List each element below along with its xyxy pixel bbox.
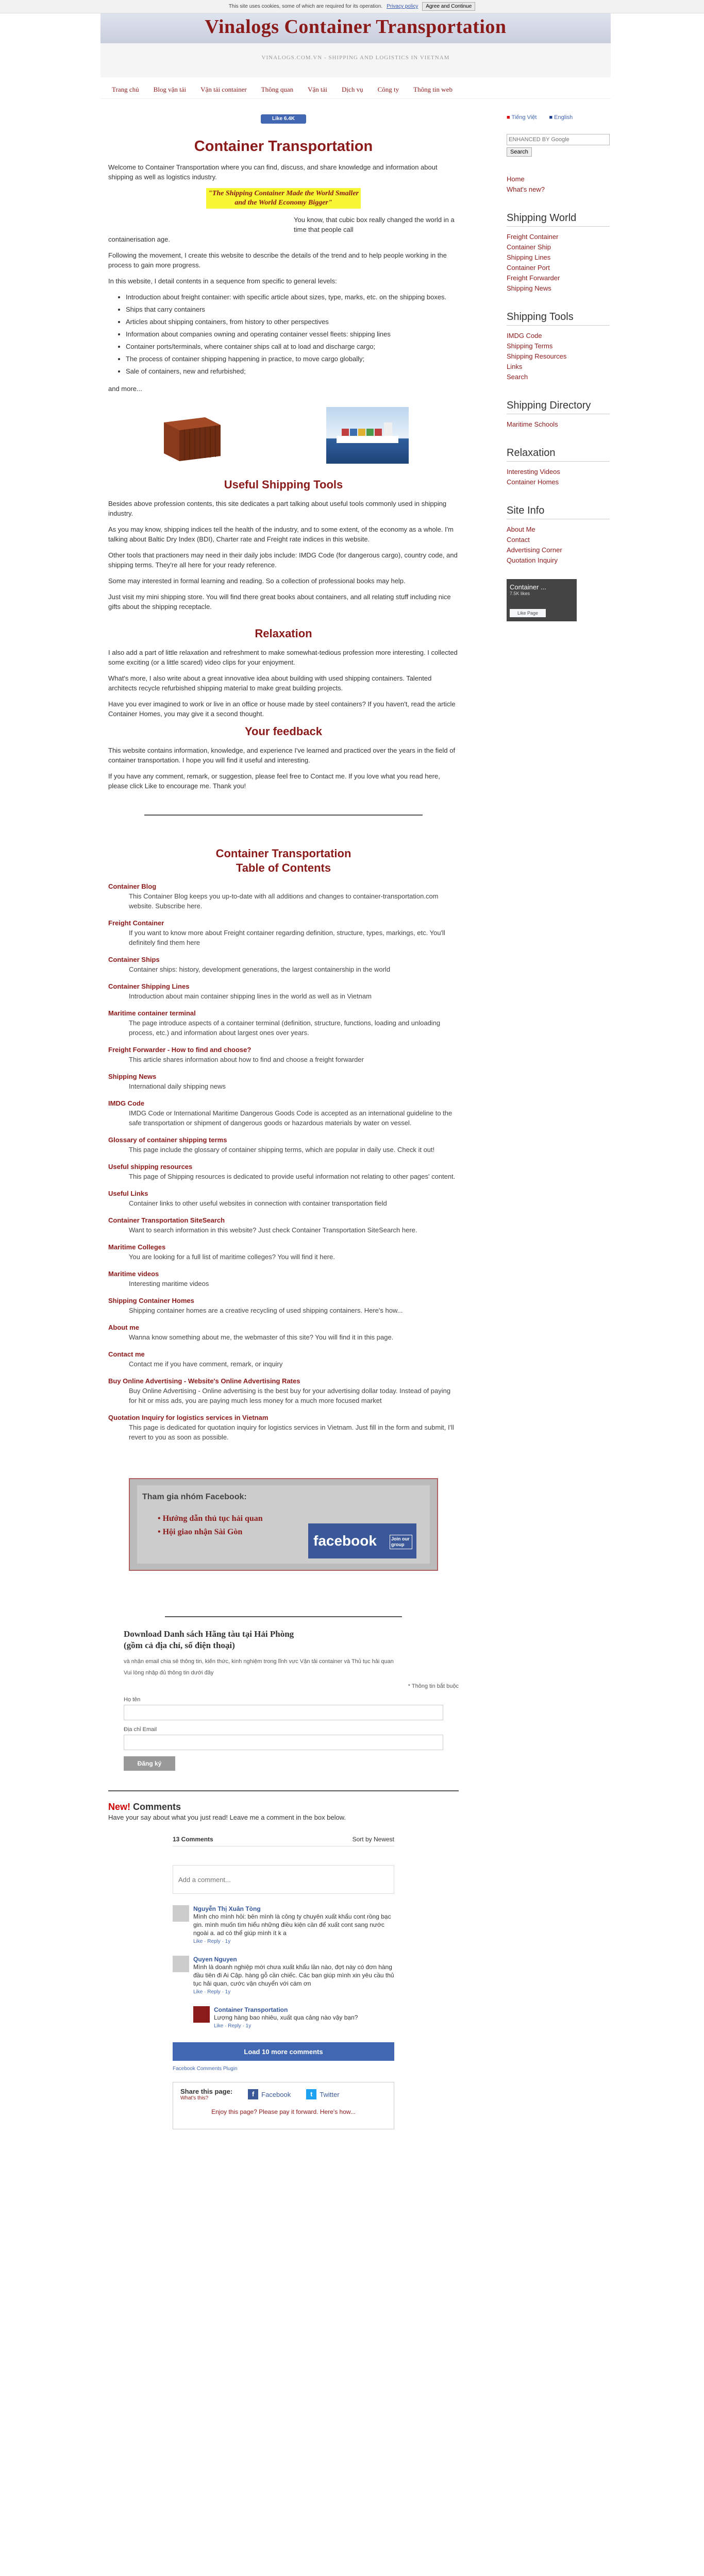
- sidebar-link[interactable]: Freight Forwarder: [507, 274, 560, 282]
- relax-title: Relaxation: [255, 627, 312, 640]
- toc-link[interactable]: Contact me: [108, 1350, 145, 1358]
- toc-desc: This article shares information about how to find and choose a freight forwarder: [129, 1056, 364, 1063]
- toc-item: [108, 919, 459, 947]
- images-row: [108, 407, 459, 464]
- share-label: Share this page:: [180, 2088, 233, 2095]
- toc-link[interactable]: Maritime container terminal: [108, 1009, 196, 1017]
- name-input[interactable]: [124, 1705, 443, 1720]
- register-button[interactable]: Đăng ký: [124, 1756, 175, 1771]
- download-title-1: Download Danh sách Hãng tàu tại Hải Phòng: [124, 1629, 294, 1639]
- main-content: [108, 114, 459, 2129]
- toc-link[interactable]: Maritime videos: [108, 1270, 159, 1278]
- sidebar-link-home[interactable]: Home: [507, 175, 525, 183]
- comments-bar: [173, 1836, 394, 1846]
- whats-this-link[interactable]: What's this?: [180, 2095, 209, 2101]
- feedback-title: Your feedback: [245, 725, 322, 738]
- email-label: Địa chỉ Email: [124, 1726, 157, 1733]
- sidebar-heading: Shipping World: [507, 212, 610, 227]
- toc-link[interactable]: Freight Forwarder - How to find and choose?: [108, 1046, 252, 1054]
- comment-author[interactable]: Nguyễn Thị Xuân Tòng: [193, 1905, 261, 1912]
- lang-en-label: English: [554, 114, 573, 121]
- toc-item: [108, 1243, 459, 1262]
- sidebar-heading: Relaxation: [507, 447, 610, 462]
- know-text-2: containerisation age.: [108, 235, 170, 243]
- know-text: You know, that cubic box really changed the world in a time that people call: [294, 216, 455, 233]
- sidebar-link[interactable]: About Me: [507, 526, 535, 533]
- toc-desc: Want to search information in this website? Just check Container Transportation SiteSearch here.: [129, 1226, 417, 1234]
- toc-link[interactable]: Container Blog: [108, 883, 157, 890]
- comments-title: [108, 1802, 459, 1812]
- sidebar-link[interactable]: Contact: [507, 536, 530, 544]
- container-image: [159, 407, 226, 464]
- toc-desc: Contact me if you have comment, remark, or inquiry: [129, 1360, 283, 1368]
- comments-section: [108, 1790, 459, 2129]
- toc-item: [108, 1073, 459, 1091]
- share-twitter-label: Twitter: [320, 2090, 340, 2098]
- tools-para-4: Some may interested in formal learning and reading. So a collection of professional books may help.: [108, 577, 406, 585]
- toc-link[interactable]: Shipping News: [108, 1073, 157, 1080]
- comments-prompt: Have your say about what you just read! Leave me a comment in the box below.: [108, 1814, 346, 1821]
- fbpage-name: Container ...: [510, 583, 546, 591]
- name-label: Họ tên: [124, 1697, 141, 1703]
- comments-count: 13 Comments: [173, 1836, 213, 1843]
- comment-actions[interactable]: Like · Reply · 1y: [214, 2023, 252, 2029]
- tools-title: Useful Shipping Tools: [224, 478, 343, 491]
- feedback-para-2: If you have any comment, remark, or suggestion, please feel free to Contact me. If you love what you read here, please click Like to encourage me. Thank you!: [108, 772, 440, 790]
- toc-link[interactable]: Container Transportation SiteSearch: [108, 1216, 225, 1224]
- divider: [165, 1616, 402, 1617]
- facebook-group-title: Tham gia nhóm Facebook:: [142, 1493, 247, 1501]
- toc-item: [108, 1190, 459, 1208]
- download-fill: Vui lòng nhập đủ thông tin dưới đây: [124, 1670, 214, 1676]
- download-title-2: (gồm cả địa chỉ, số điện thoại): [124, 1640, 235, 1650]
- lang-vi[interactable]: [507, 114, 537, 121]
- download-form: [108, 1629, 459, 1771]
- avatar[interactable]: [193, 2006, 210, 2023]
- toc-link[interactable]: Maritime Colleges: [108, 1243, 166, 1251]
- download-desc: và nhận email chia sẻ thông tin, kiến thức, kinh nghiệm trong lĩnh vực Vận tải container và Thủ tục hải quan: [124, 1658, 394, 1665]
- sidebar-link[interactable]: Maritime Schools: [507, 420, 558, 428]
- toc-item: [108, 883, 459, 911]
- toc-link[interactable]: Buy Online Advertising - Website's Online Advertising Rates: [108, 1377, 300, 1385]
- nav-item-transport[interactable]: Vận tải: [308, 86, 328, 93]
- feedback-para-1: This website contains information, knowledge, and experience I've learned and practiced over the years in the field of container transportation. I hope you will find it useful and interesting.: [108, 747, 456, 764]
- toc-item: [108, 1099, 459, 1128]
- toc-item: [108, 1046, 459, 1064]
- facebook-logo[interactable]: [308, 1523, 416, 1558]
- toc-desc: Buy Online Advertising - Online advertising is the best buy for your advertising dollar today. Instead of paying for hit or miss ads, you are paying much less money for a much more focused market: [129, 1387, 451, 1404]
- lang-vi-label: Tiếng Việt: [511, 114, 537, 121]
- sidebar-link[interactable]: Links: [507, 363, 523, 370]
- toc-title-line-2: Table of Contents: [236, 861, 331, 874]
- toc-desc: Container ships: history, development generations, the largest containership in the world: [129, 965, 391, 973]
- sidebar-link[interactable]: Shipping Terms: [507, 342, 553, 350]
- sidebar-link[interactable]: IMDG Code: [507, 332, 542, 340]
- toc-link[interactable]: Container Shipping Lines: [108, 982, 190, 990]
- toc-desc: This page is dedicated for quotation inquiry for logistics services in Vietnam. Just fill in the form and submit, I'll revert to you as soon as possible.: [129, 1423, 454, 1441]
- toc-item: [108, 1350, 459, 1369]
- para-2: Following the movement, I create this website to describe the details of the trend and to help people working in the process to gain more progress.: [108, 251, 447, 269]
- toc-desc: IMDG Code or International Maritime Dangerous Goods Code is accepted as an international guideline to the safe transportation or shipment of dangerous goods or hazardous materials by water on vessel.: [129, 1109, 452, 1127]
- sidebar-link[interactable]: Shipping Lines: [507, 253, 551, 261]
- uk-flag-icon: ■: [549, 114, 553, 121]
- toc-desc: You are looking for a full list of maritime colleges? You will find it here.: [129, 1253, 335, 1261]
- toc-link[interactable]: Glossary of container shipping terms: [108, 1136, 227, 1144]
- sidebar-link[interactable]: Shipping News: [507, 284, 551, 292]
- list-item: • The process of container shipping happening in practice, to move cargo globally;: [126, 354, 459, 364]
- toc-item: [108, 1324, 459, 1342]
- toc-desc: Shipping container homes are a creative recycling of used shipping containers. Here's how...: [129, 1307, 403, 1314]
- sidebar: [507, 114, 610, 621]
- facebook-group-link-text: Hướng dẫn thủ tục hải quan: [162, 1514, 263, 1523]
- facebook-group-link-text: Hội giao nhận Sài Gòn: [162, 1528, 243, 1536]
- relax-para-3: Have you ever imagined to work or live in an office or house made by steel containers? If you haven't, read the article Container Homes, you may give it a second thought.: [108, 700, 456, 718]
- comment-text: Mình là doanh nghiệp mới chưa xuất khẩu lần nào, đợt này có đơn hàng đầu tiên đi Ai Cập. hàng gỗ cần chiếc. Các bạn giúp mình xin yêu cầu thủ tục hải quan, cước vận chuyển với cám ơn: [193, 1963, 394, 1987]
- sidebar-link[interactable]: Interesting Videos: [507, 468, 560, 476]
- agree-button[interactable]: Agree and Continue: [422, 2, 475, 11]
- list-item: • Introduction about freight container: with specific article about sizes, type, marks, etc. on the shipping boxes.: [126, 292, 459, 302]
- toc-link[interactable]: Freight Container: [108, 919, 164, 927]
- sidebar-heading: Shipping Directory: [507, 400, 610, 414]
- comment-text: Lượng hàng bao nhiêu, xuất qua cảng nào vậy bạn?: [214, 2014, 358, 2021]
- site-tagline: VINALOGS.COM.VN - SHIPPING AND LOGISTICS IN VIETNAM: [261, 55, 450, 61]
- site-title[interactable]: Vinalogs Container Transportation: [205, 16, 507, 38]
- para-3: In this website, I detail contents in a sequence from specific to general levels:: [108, 277, 337, 285]
- facebook-group-link[interactable]: • Hội giao nhận Sài Gòn: [158, 1528, 243, 1536]
- facebook-page-widget[interactable]: [507, 579, 577, 621]
- list-item: • Container ports/terminals, where container ships call at to load and discharge cargo;: [126, 342, 459, 352]
- content-list: [126, 292, 459, 377]
- comment-author[interactable]: Quyen Nguyen: [193, 1956, 237, 1963]
- toc-desc: The page introduce aspects of a container terminal (definition, structure, functions, loading and unloading process, etc.) and information about largest ones over years.: [129, 1019, 441, 1037]
- highlight-quote: [206, 188, 361, 209]
- comment-actions[interactable]: Like · Reply · 1y: [193, 1939, 231, 1944]
- nav-item-services[interactable]: Dịch vụ: [342, 86, 363, 93]
- list-item: • Information about companies owning and operating container vessel fleets: shipping lines: [126, 329, 459, 340]
- toc-link[interactable]: About me: [108, 1324, 139, 1331]
- new-badge: New!: [108, 1802, 131, 1812]
- main-nav: [100, 81, 611, 99]
- lang-en[interactable]: [549, 114, 573, 121]
- comments-plugin-link[interactable]: Facebook Comments Plugin: [173, 2066, 238, 2072]
- privacy-policy-link[interactable]: Privacy policy: [387, 4, 418, 9]
- toc-link[interactable]: IMDG Code: [108, 1099, 145, 1107]
- sidebar-heading: Shipping Tools: [507, 311, 610, 326]
- sidebar-link[interactable]: Shipping Resources: [507, 352, 567, 360]
- relax-para-2: What's more, I also write about a great innovative idea about building with used shipping containers. Talented architects recycle refurbished shipping material to make great building projects.: [108, 674, 432, 692]
- share-facebook-label: Facebook: [261, 2090, 291, 2098]
- sidebar-link-whats-new[interactable]: What's new?: [507, 185, 545, 193]
- comment-text: Mình cho mình hỏi: bên mình là công ty chuyên xuất khẩu cont rồng bạc gin. mình muốn tìm hiểu những điều kiện cần để xuất cont sang nước ngoài a. ad có thể giúp mình ít k a: [193, 1913, 391, 1937]
- toc-link[interactable]: Useful Links: [108, 1190, 148, 1197]
- sidebar-heading: Site Info: [507, 505, 610, 519]
- toc-link[interactable]: Shipping Container Homes: [108, 1297, 194, 1304]
- toc-item: [108, 1136, 459, 1155]
- comment-actions[interactable]: Like · Reply · 1y: [193, 1989, 231, 1995]
- quote-line-1: "The Shipping Container Made the World Smaller: [208, 190, 359, 197]
- table-of-contents: [108, 883, 459, 1442]
- avatar[interactable]: [173, 1956, 189, 1972]
- toc-item: [108, 982, 459, 1001]
- facebook-group-box: [129, 1478, 438, 1571]
- sort-select[interactable]: Sort by Newest: [352, 1836, 394, 1843]
- avatar[interactable]: [173, 1905, 189, 1922]
- tools-para-2: As you may know, shipping indices tell the health of the industry, and to some extent, of the economy as a whole. I'm talking about Baltic Dry Index (BDI), Charter rate and Freight rate indices in this website.: [108, 526, 454, 543]
- cookie-bar: [0, 0, 704, 13]
- toc-link[interactable]: Container Ships: [108, 956, 160, 963]
- tools-para-5: Just visit my mini shipping store. You will find there great books about containers, and all relating stuff including nice gifts about the shipping receptacle.: [108, 593, 451, 611]
- comment-reply: [193, 2006, 394, 2029]
- toc-desc: If you want to know more about Freight container regarding definition, structure, types, markings, etc. You'll definitely find them here: [129, 929, 445, 946]
- tools-para-1: Besides above profession contents, this site dedicates a part talking about useful tools commonly used in shipping industry.: [108, 500, 447, 517]
- comment: [173, 1956, 394, 1995]
- comment: [173, 1905, 394, 1944]
- facebook-logo-text: facebook: [313, 1533, 377, 1549]
- cookie-text: This site uses cookies, some of which are required for its operation.: [228, 4, 383, 9]
- page-title: Container Transportation: [194, 138, 373, 155]
- nav-item-home[interactable]: Trang chủ: [112, 86, 139, 93]
- required-note: * Thông tin bắt buộc: [408, 1683, 459, 1689]
- nav-item-info[interactable]: Thông tin web: [413, 86, 452, 93]
- toc-desc: International daily shipping news: [129, 1082, 226, 1090]
- nav-item-customs[interactable]: Thông quan: [261, 86, 294, 93]
- facebook-group-link[interactable]: • Hướng dẫn thủ tục hải quan: [158, 1514, 263, 1523]
- search-button[interactable]: Search: [507, 147, 532, 157]
- toc-item: [108, 1297, 459, 1315]
- toc-title: [108, 846, 459, 875]
- sidebar-link[interactable]: Freight Container: [507, 233, 559, 241]
- share-facebook-button[interactable]: [248, 2089, 291, 2099]
- share-twitter-button[interactable]: [306, 2089, 339, 2099]
- tools-para-3: Other tools that practioners may need in their daily jobs include: IMDG Code (for dangerous cargo), country code, and shipping terms. They're all here for your ready reference.: [108, 551, 458, 569]
- sidebar-link[interactable]: Container Port: [507, 264, 550, 272]
- language-switch: [507, 114, 610, 121]
- nav-item-company[interactable]: Công ty: [377, 86, 399, 93]
- quote-line-2: and the World Economy Bigger": [234, 199, 332, 207]
- share-box: [173, 2082, 394, 2129]
- comments-title-text: Comments: [133, 1802, 181, 1812]
- sidebar-link[interactable]: Advertising Corner: [507, 546, 562, 554]
- banner: [100, 13, 611, 43]
- nav-item-blog[interactable]: Blog vận tải: [153, 86, 187, 93]
- facebook-icon: f: [248, 2089, 258, 2099]
- list-item: • Sale of containers, new and refurbished;: [126, 366, 459, 377]
- toc-desc: Wanna know something about me, the webmaster of this site? You will find it in this page.: [129, 1333, 394, 1341]
- toc-desc: This page of Shipping resources is dedicated to provide useful information not relating to other pages' content.: [129, 1173, 456, 1180]
- toc-item: [108, 1377, 459, 1405]
- toc-desc: This Container Blog keeps you up-to-date with all additions and changes to container-transportation.com website. Subscribe here.: [129, 892, 439, 910]
- sidebar-link[interactable]: Quotation Inquiry: [507, 556, 558, 564]
- site-header: [100, 13, 611, 77]
- toc-item: [108, 1216, 459, 1235]
- sidebar-link[interactable]: Container Homes: [507, 478, 559, 486]
- sidebar-link[interactable]: Container Ship: [507, 243, 551, 251]
- search-input[interactable]: [507, 134, 610, 145]
- toc-item: [108, 1163, 459, 1181]
- list-item: • Ships that carry containers: [126, 304, 459, 315]
- divider: [144, 815, 423, 816]
- toc-desc: Container links to other useful websites in connection with container transportation field: [129, 1199, 387, 1207]
- toc-item: [108, 1009, 459, 1038]
- comment-author[interactable]: Container Transportation: [214, 2006, 288, 2013]
- toc-item: [108, 1414, 459, 1442]
- vietnam-flag-icon: ■: [507, 114, 510, 121]
- toc-desc: Interesting maritime videos: [129, 1280, 209, 1287]
- comment-input[interactable]: [173, 1865, 394, 1894]
- pay-forward-link[interactable]: Enjoy this page? Please pay it forward. Here's how...: [211, 2108, 356, 2115]
- email-input[interactable]: [124, 1735, 443, 1750]
- and-more: and more...: [108, 385, 142, 393]
- toc-item: [108, 1270, 459, 1289]
- nav-item-container[interactable]: Vận tải container: [200, 86, 247, 93]
- fbpage-likes: 7.5K likes: [510, 591, 530, 596]
- toc-desc: This page include the glossary of container shipping terms, which are popular in daily use. Check it out!: [129, 1146, 435, 1154]
- toc-link[interactable]: Quotation Inquiry for logistics services in Vietnam: [108, 1414, 269, 1421]
- sidebar-link[interactable]: Search: [507, 373, 528, 381]
- toc-title-line-1: Container Transportation: [215, 847, 351, 860]
- fb-like-button[interactable]: Like 6.4K: [261, 114, 306, 124]
- ship-image: [326, 407, 409, 464]
- list-item: • Articles about shipping containers, from history to other perspectives: [126, 317, 459, 327]
- top-links: [507, 174, 610, 195]
- toc-link[interactable]: Useful shipping resources: [108, 1163, 193, 1171]
- load-more-button[interactable]: Load 10 more comments: [173, 2042, 394, 2061]
- toc-desc: Introduction about main container shipping lines in the world as well as in Vietnam: [129, 992, 372, 1000]
- toc-item: [108, 956, 459, 974]
- like-page-button[interactable]: Like Page: [510, 609, 546, 617]
- facebook-join-text: Join our group: [390, 1535, 412, 1549]
- twitter-icon: t: [306, 2089, 316, 2099]
- relax-para-1: I also add a part of little relaxation and refreshment to make somewhat-tedious profession more interesting. I collected some exciting (or a little scared) video clips for your enjoyment.: [108, 649, 458, 666]
- intro-text: Welcome to Container Transportation where you can find, discuss, and share knowledge and information about shipping as well as logistics industry.: [108, 163, 438, 181]
- fb-comments-box: [173, 1836, 394, 2072]
